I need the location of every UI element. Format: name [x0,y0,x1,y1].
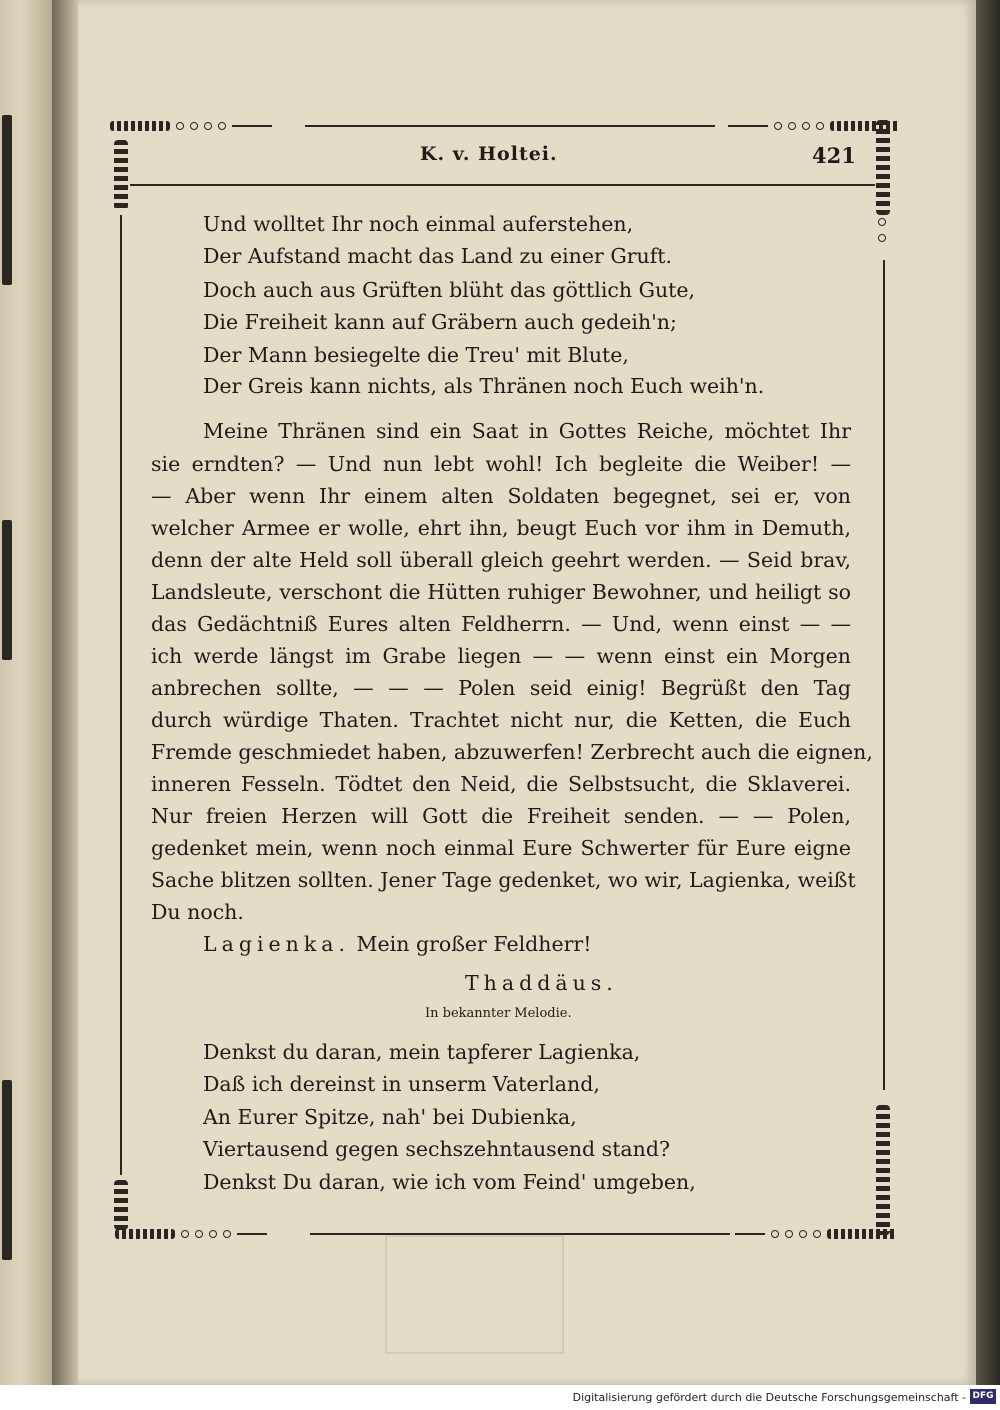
dash-line [728,125,768,127]
prose-line: gedenket mein, wenn noch einmal Eure Schwerter für Eure eigne [151,836,851,860]
prose-line: denn der alte Held soll überall gleich geehrt werden. — Seid brav, [151,548,851,572]
right-edge [976,0,1000,1385]
verse-line: Denkst Du daran, wie ich vom Feind' umgeben, [203,1170,696,1194]
right-top-ornament-icon [876,120,890,215]
prose-line: durch würdige Thaten. Trachtet nicht nur, die Ketten, die Euch [151,708,851,732]
verse-line: Viertausend gegen sechszehntausend stand? [203,1137,670,1161]
left-rule [120,215,122,1175]
prose-line: — Aber wenn Ihr einem alten Soldaten begegnet, sei er, von [151,484,851,508]
prose-line: Du noch. [151,900,244,924]
bottom-right-ornament [735,1226,897,1242]
prose-line: Fremde geschmiedet haben, abzuwerfen! Zerbrecht auch die eignen, [151,740,873,764]
flourish-icon [827,1229,897,1239]
dots-icon [771,1230,821,1238]
dots-icon [176,122,226,130]
flourish-icon [110,121,170,131]
verse-line: Der Mann besiegelte die Treu' mit Blute, [203,343,629,367]
left-bottom-ornament-icon [114,1180,128,1230]
prose-line: inneren Fesseln. Tödtet den Neid, die Selbstsucht, die Sklaverei. [151,772,851,796]
verse-line: Denkst du daran, mein tapferer Lagienka, [203,1040,641,1064]
speaker-name: Thaddäus. [465,971,618,995]
right-bottom-ornament-icon [876,1105,890,1235]
left-page-edge [0,0,52,1385]
header-rule [130,184,875,186]
stage-direction: In bekannter Melodie. [425,1006,572,1021]
dialogue-text: Mein großer Feldherr! [356,932,592,956]
verse-line: Doch auch aus Grüften blüht das göttlich Gute, [203,278,696,302]
library-stamp [385,1235,564,1354]
dots-icon [774,122,824,130]
dfg-logo-icon: DFG [970,1389,996,1404]
prose-line: Landsleute, verschont die Hütten ruhiger Bewohner, und heiligt so [151,580,851,604]
verse-line: Die Freiheit kann auf Gräbern auch gedeih'n; [203,310,677,334]
dots-icon [181,1230,231,1238]
left-ornament-icon [2,1080,12,1260]
prose-line: anbrechen sollte, — — — Polen seid einig! Begrüßt den Tag [151,676,851,700]
flourish-icon [115,1229,175,1239]
verse-line: Der Greis kann nichts, als Thränen noch Euch weih'n. [203,374,765,398]
verse-line: An Eurer Spitze, nah' bei Dubienka, [203,1105,577,1129]
bottom-left-ornament [115,1226,267,1242]
prose-line: Sache blitzen sollten. Jener Tage gedenket, wo wir, Lagienka, weißt [151,868,856,892]
verse-line: Daß ich dereinst in unserm Vaterland, [203,1072,600,1096]
speaker-name: Lagienka. [203,932,351,956]
top-right-ornament [728,118,900,134]
left-ornament-icon [2,520,12,660]
running-head: K. v. Holtei. [420,143,558,165]
top-rule [305,125,715,127]
prose-line: sie erndten? — Und nun lebt wohl! Ich begleite die Weiber! — [151,452,851,476]
verse-line: Und wolltet Ihr noch einmal auferstehen, [203,212,634,236]
dash-line [735,1233,765,1235]
prose-line: das Gedächtniß Eures alten Feldherrn. — Und, wenn einst — — [151,612,851,636]
footer-credit: Digitalisierung gefördert durch die Deutsche Forschungsgemeinschaft - [572,1391,966,1404]
gutter [52,0,78,1385]
dash-line [237,1233,267,1235]
prose-line: ich werde längst im Grabe liegen — — wenn einst ein Morgen [151,644,851,668]
page-number: 421 [812,143,856,168]
digitization-footer [0,1385,1000,1410]
prose-line: Meine Thränen sind ein Saat in Gottes Reiche, möchtet Ihr [203,419,851,443]
verse-line: Der Aufstand macht das Land zu einer Gruft. [203,244,673,268]
prose-line: Nur freien Herzen will Gott die Freiheit senden. — — Polen, [151,804,851,828]
top-left-ornament [110,118,272,134]
prose-line: welcher Armee er wolle, ehrt ihn, beugt Euch vor ihm in Demuth, [151,516,851,540]
dialogue-line [203,928,591,960]
right-dots-icon [878,218,886,242]
left-ornament-icon [2,115,12,285]
right-rule [883,260,885,1090]
dash-line [232,125,272,127]
left-top-ornament-icon [114,140,128,210]
